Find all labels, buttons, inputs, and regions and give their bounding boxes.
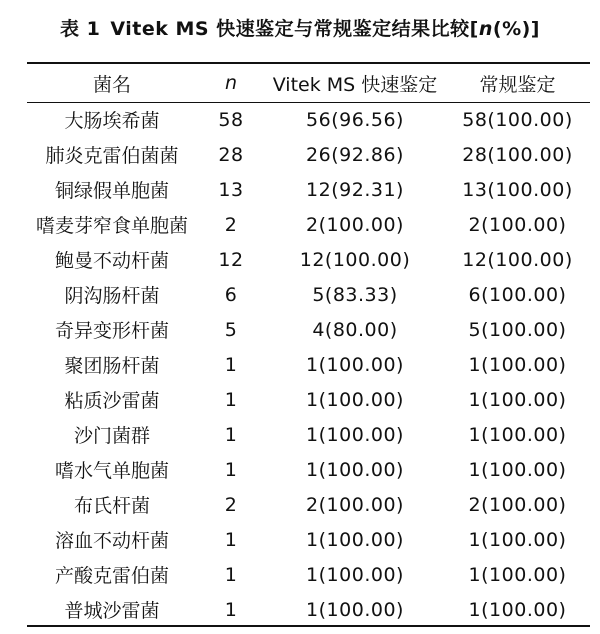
cell-n: 28 (218, 143, 244, 166)
table-row (27, 487, 590, 522)
caption-unit-n: n (478, 18, 493, 40)
cell-conventional: 12(100.00) (462, 248, 573, 271)
cell-conventional: 1(100.00) (468, 353, 567, 376)
cell-vitek-ms: 1(100.00) (306, 563, 404, 586)
table-row (27, 382, 590, 417)
cell-vitek-ms: 1(100.00) (306, 423, 404, 446)
table-header (27, 64, 590, 102)
cell-conventional: 5(100.00) (468, 318, 567, 341)
table-row (27, 312, 590, 347)
table-body (27, 102, 590, 627)
cell-vitek-ms: 1(100.00) (306, 528, 404, 551)
cell-conventional: 58(100.00) (462, 108, 573, 131)
cell-n: 12 (218, 248, 244, 271)
cell-bacteria-name: 聚团肠杆菌 (64, 355, 160, 377)
cell-n: 1 (224, 458, 238, 481)
cell-n: 2 (224, 213, 238, 236)
cell-conventional: 1(100.00) (468, 528, 567, 551)
cell-conventional: 2(100.00) (468, 213, 567, 236)
table-row (27, 522, 590, 557)
cell-bacteria-name: 大肠埃希菌 (64, 110, 160, 132)
table-row (27, 347, 590, 382)
cell-conventional: 6(100.00) (468, 283, 567, 306)
table-row (27, 207, 590, 242)
header-n: n (224, 72, 238, 94)
cell-vitek-ms: 1(100.00) (306, 388, 404, 411)
table-row (27, 557, 590, 592)
cell-n: 5 (224, 318, 238, 341)
table-row (27, 172, 590, 207)
cell-vitek-ms: 2(100.00) (306, 213, 404, 236)
caption-unit-prefix: [ (469, 18, 479, 40)
table-caption (0, 14, 600, 41)
cell-conventional: 1(100.00) (468, 598, 567, 621)
cell-conventional: 1(100.00) (468, 563, 567, 586)
cell-bacteria-name: 肺炎克雷伯菌菌 (45, 145, 179, 167)
table-number: 表 1 (60, 18, 101, 40)
table-row (27, 137, 590, 172)
cell-bacteria-name: 沙门菌群 (73, 425, 150, 447)
caption-unit-suffix: (%)] (492, 18, 540, 40)
cell-bacteria-name: 嗜麦芽窄食单胞菌 (35, 215, 188, 237)
cell-vitek-ms: 1(100.00) (306, 458, 404, 481)
cell-n: 1 (224, 388, 238, 411)
header-row (27, 64, 590, 102)
header-vitek-ms: Vitek MS 快速鉴定 (272, 73, 438, 96)
cell-vitek-ms: 56(96.56) (306, 108, 404, 131)
cell-bacteria-name: 鲍曼不动杆菌 (54, 250, 169, 272)
cell-n: 6 (224, 283, 238, 306)
cell-bacteria-name: 溶血不动杆菌 (54, 530, 169, 552)
header-conventional: 常规鉴定 (479, 73, 556, 96)
cell-vitek-ms: 1(100.00) (306, 353, 404, 376)
cell-bacteria-name: 产酸克雷伯菌 (54, 565, 169, 587)
cell-n: 13 (218, 178, 244, 201)
cell-n: 2 (224, 493, 238, 516)
table-row (27, 592, 590, 627)
table-row (27, 452, 590, 487)
comparison-table (27, 64, 590, 627)
table-row (27, 102, 590, 137)
cell-bacteria-name: 普城沙雷菌 (64, 600, 160, 622)
cell-vitek-ms: 12(100.00) (299, 248, 411, 271)
cell-bacteria-name: 嗜水气单胞菌 (54, 460, 169, 482)
cell-vitek-ms: 2(100.00) (306, 493, 404, 516)
cell-conventional: 13(100.00) (462, 178, 573, 201)
cell-n: 1 (224, 353, 238, 376)
cell-conventional: 1(100.00) (468, 423, 567, 446)
cell-bacteria-name: 粘质沙雷菌 (64, 390, 160, 412)
cell-vitek-ms: 1(100.00) (306, 598, 404, 621)
cell-conventional: 1(100.00) (468, 458, 567, 481)
cell-n: 1 (224, 528, 238, 551)
header-bacteria-name: 菌名 (92, 73, 131, 96)
cell-vitek-ms: 12(92.31) (306, 178, 404, 201)
cell-conventional: 28(100.00) (462, 143, 573, 166)
cell-vitek-ms: 5(83.33) (312, 283, 398, 306)
cell-bacteria-name: 奇异变形杆菌 (54, 320, 169, 342)
cell-bacteria-name: 布氏杆菌 (73, 495, 150, 517)
cell-vitek-ms: 4(80.00) (312, 318, 398, 341)
table-row (27, 277, 590, 312)
cell-bacteria-name: 铜绿假单胞菌 (54, 180, 169, 202)
table-title: Vitek MS 快速鉴定与常规鉴定结果比较 (110, 18, 470, 40)
cell-n: 1 (224, 423, 238, 446)
cell-bacteria-name: 阴沟肠杆菌 (64, 285, 160, 307)
cell-conventional: 2(100.00) (468, 493, 567, 516)
cell-n: 1 (224, 563, 238, 586)
cell-n: 58 (218, 108, 244, 131)
cell-vitek-ms: 26(92.86) (306, 143, 404, 166)
cell-conventional: 1(100.00) (468, 388, 567, 411)
cell-n: 1 (224, 598, 238, 621)
table-row (27, 417, 590, 452)
table-row (27, 242, 590, 277)
